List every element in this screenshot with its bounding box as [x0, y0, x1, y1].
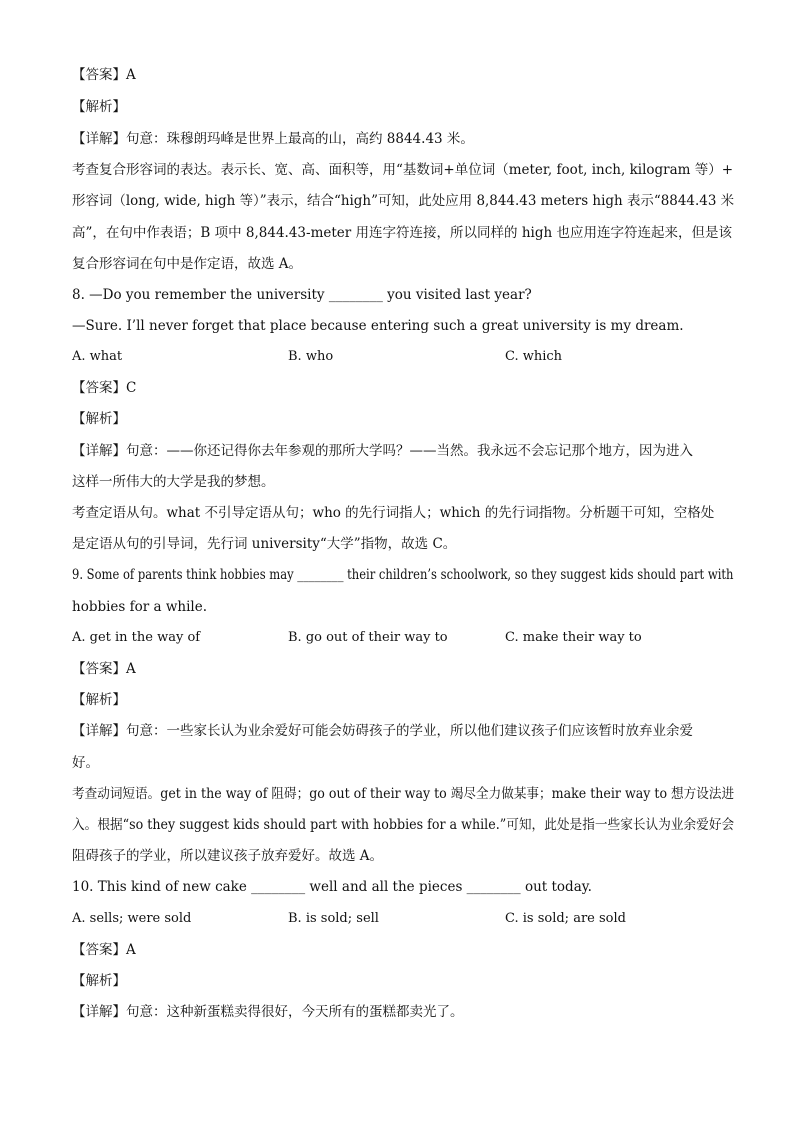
answer-line: 【答案】C [72, 380, 137, 396]
detail-line: 【详解】句意：一些家长认为业余爱好可能会妨碍孩子的学业，所以他们建议孩子们应该暂时放弃业余爱 [72, 723, 693, 739]
option-a: A. sells; were sold [72, 911, 192, 926]
option-c: C. is sold; are sold [505, 911, 626, 926]
explanation-line: 考查复合形容词的表达。表示长、宽、高、面积等，用“基数词+单位词（meter, foot, inch, kilogram 等）+ [72, 162, 734, 178]
question-9-stem: 9. Some of parents think hobbies may ________ their children’s schoolwork, so they suggest kids should part with [72, 567, 734, 583]
detail-line: 这样一所伟大的大学是我的梦想。 [72, 474, 275, 490]
question-10-stem: 10. This kind of new cake ________ well and all the pieces ________ out today. [72, 879, 592, 895]
answer-line: 【答案】A [72, 942, 136, 958]
explanation-line: 形容词（long, wide, high 等）”表示，结合“high”可知，此处应用 8,844.43 meters high 表示“8844.43 米 [72, 193, 735, 209]
analysis-label: 【解析】 [72, 411, 126, 427]
detail-line: 【详解】句意：——你还记得你去年参观的那所大学吗？——当然。我永远不会忘记那个地方，因为进入 [72, 443, 693, 459]
detail-line: 好。 [72, 755, 99, 771]
detail-line: 【详解】句意：这种新蛋糕卖得很好，今天所有的蛋糕都卖光了。 [72, 1004, 464, 1020]
explanation-line: 阻碍孩子的学业，所以建议孩子放弃爱好。故选 A。 [72, 848, 384, 864]
question-9-stem: hobbies for a while. [72, 599, 208, 615]
explanation-line: 复合形容词在句中是作定语，故选 A。 [72, 256, 303, 272]
option-b: B. who [288, 349, 334, 364]
answer-line: 【答案】A [72, 661, 136, 677]
option-c: C. which [505, 349, 563, 364]
analysis-label: 【解析】 [72, 692, 126, 708]
option-a: A. what [72, 349, 123, 364]
option-c: C. make their way to [505, 630, 642, 645]
detail-line: 【详解】句意：珠穆朗玛峰是世界上最高的山，高约 8844.43 米。 [72, 131, 474, 147]
explanation-line: 是定语从句的引导词，先行词 university“大学”指物，故选 C。 [72, 536, 457, 552]
analysis-label: 【解析】 [72, 973, 126, 989]
answer-line: 【答案】A [72, 67, 136, 83]
question-8-stem: 8. —Do you remember the university ________ you visited last year? [72, 287, 532, 303]
explanation-line: 考查动词短语。get in the way of 阻碍；go out of their way to 竭尽全力做某事；make their way to 想方设法进 [72, 786, 735, 802]
question-8-reply: —Sure. I’ll never forget that place because entering such a great university is my dream. [72, 318, 684, 334]
option-a: A. get in the way of [72, 630, 201, 645]
explanation-line: 高”，在句中作表语；B 项中 8,844.43-meter 用连字符连接，所以同样的 high 也应用连字符连起来，但是该 [72, 225, 732, 241]
option-b: B. go out of their way to [288, 630, 448, 645]
analysis-label: 【解析】 [72, 99, 126, 115]
explanation-line: 入。根据“so they suggest kids should part with hobbies for a while.”可知，此处是指一些家长认为业余爱好会 [72, 817, 735, 833]
explanation-line: 考查定语从句。what 不引导定语从句；who 的先行词指人；which 的先行词指物。分析题干可知，空格处 [72, 505, 715, 521]
option-b: B. is sold; sell [288, 911, 379, 926]
